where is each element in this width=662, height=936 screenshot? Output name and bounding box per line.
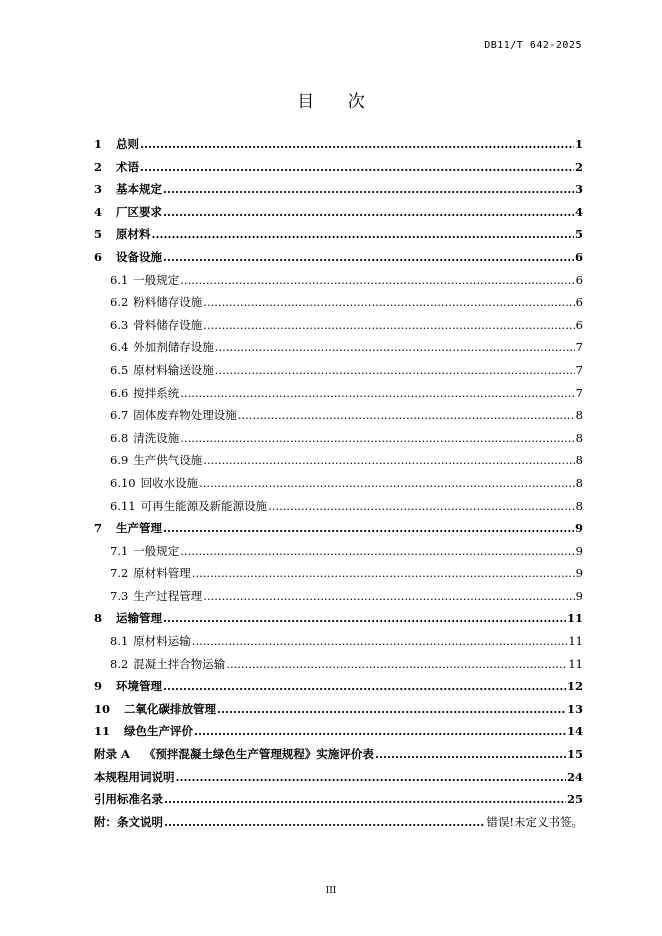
- toc-entry-page: 13: [566, 701, 583, 716]
- toc-entry-label: 设备设施: [116, 249, 162, 264]
- toc-entry-page: 25: [566, 792, 583, 807]
- dot-leader: [268, 495, 575, 518]
- toc-entry-label: 外加剂储存设施: [133, 340, 214, 355]
- toc-entry-page: 9: [575, 588, 583, 603]
- dot-leader: [215, 359, 575, 382]
- toc-entry-page: 6: [575, 295, 583, 310]
- dot-leader: [164, 811, 485, 834]
- dot-leader: [203, 449, 574, 472]
- toc-entry-page: 11: [568, 634, 583, 649]
- dot-leader: [238, 404, 575, 427]
- toc-entry-label: 生产管理: [116, 521, 162, 536]
- dot-leader: [140, 156, 574, 179]
- toc-entry-label: 骨料储存设施: [133, 317, 203, 332]
- toc-entry-page: 7: [575, 362, 583, 377]
- toc-entry-number: 8.2: [110, 656, 129, 671]
- dot-leader: [163, 178, 574, 201]
- toc-entry-label: 固体废弃物处理设施: [133, 408, 237, 423]
- toc-entry-number: 6.6: [110, 385, 129, 400]
- toc-entry-page: 7: [575, 385, 583, 400]
- toc-entry-number: 1: [94, 137, 103, 151]
- toc-entry-page: 12: [566, 679, 583, 694]
- dot-leader: [140, 133, 574, 156]
- toc-entry[interactable]: [94, 291, 583, 314]
- dot-leader: [199, 472, 575, 495]
- toc-entry-number: 6.10: [110, 475, 136, 490]
- toc-entry-label: 搅拌系统: [133, 385, 180, 400]
- toc-entry-page: 9: [575, 543, 583, 558]
- toc-entry-page: 6: [575, 317, 583, 332]
- toc-entry-label: 原材料: [116, 227, 151, 242]
- toc-entry[interactable]: [94, 156, 583, 179]
- toc-entry-number: 7.3: [110, 588, 129, 603]
- dot-leader: [192, 562, 575, 585]
- toc-entry-label: 原材料运输: [133, 634, 191, 649]
- toc-entry[interactable]: [94, 133, 583, 156]
- toc-entry-label: 清洗设施: [133, 430, 180, 445]
- toc-entry[interactable]: [94, 223, 583, 246]
- toc-entry-number: 11: [94, 724, 111, 739]
- toc-entry-label: 二氧化碳排放管理: [124, 701, 217, 716]
- toc-entry-label: 引用标准名录: [94, 792, 163, 807]
- table-of-contents: [94, 133, 583, 833]
- dot-leader: [163, 246, 574, 269]
- toc-entry-page: 24: [566, 769, 583, 784]
- toc-entry-page: 15: [566, 747, 583, 762]
- toc-entry[interactable]: [94, 698, 583, 721]
- toc-entry-page: 6: [574, 249, 583, 264]
- page-number: III: [325, 886, 337, 896]
- dot-leader: [163, 607, 566, 630]
- dot-leader: [152, 223, 574, 246]
- toc-entry[interactable]: [94, 449, 583, 472]
- dot-leader: [176, 766, 566, 789]
- toc-entry-number: 6.9: [110, 453, 129, 468]
- toc-entry[interactable]: [94, 540, 583, 563]
- toc-entry-page: 1: [574, 137, 583, 151]
- toc-entry-page: 8: [575, 475, 583, 490]
- dot-leader: [163, 675, 566, 698]
- toc-entry-label: 原材料输送设施: [133, 362, 214, 377]
- toc-entry-number: 6: [94, 249, 103, 264]
- toc-entry-label: 混凝土拌合物运输: [133, 656, 226, 671]
- toc-entry-label: 可再生能源及新能源设施: [140, 498, 268, 513]
- toc-entry[interactable]: [94, 495, 583, 518]
- toc-entry-label: 回收水设施: [140, 475, 199, 490]
- toc-entry[interactable]: [94, 427, 583, 450]
- toc-entry-page: 3: [574, 182, 583, 197]
- toc-entry-number: 9: [94, 679, 103, 694]
- document-code: DB11/T 642-2025: [484, 40, 582, 51]
- toc-entry-label: 《预拌混凝土绿色生产管理规程》实施评价表: [143, 747, 374, 762]
- toc-entry-label: 一般规定: [133, 272, 180, 287]
- toc-entry-number: 6.11: [110, 498, 136, 513]
- toc-entry[interactable]: [94, 359, 583, 382]
- toc-entry-number: 6.8: [110, 430, 129, 445]
- toc-entry-page: 5: [574, 227, 583, 242]
- toc-entry-label: 附：条文说明: [94, 814, 163, 829]
- dot-leader: [203, 585, 574, 608]
- toc-entry-number: 7.2: [110, 566, 129, 581]
- dot-leader: [180, 269, 574, 292]
- toc-entry-page: 8: [575, 408, 583, 423]
- toc-entry[interactable]: [94, 720, 583, 743]
- toc-entry-number: 7: [94, 521, 103, 536]
- toc-title: 目 次: [297, 92, 379, 112]
- toc-entry-label: 运输管理: [116, 611, 162, 626]
- toc-entry[interactable]: [94, 517, 583, 540]
- toc-entry-label: 厂区要求: [116, 204, 162, 219]
- toc-entry[interactable]: [94, 788, 583, 811]
- toc-entry[interactable]: [94, 562, 583, 585]
- toc-entry-number: 6.4: [110, 340, 129, 355]
- toc-entry-number: 6.2: [110, 295, 129, 310]
- toc-entry[interactable]: [94, 766, 583, 789]
- toc-entry[interactable]: [94, 382, 583, 405]
- dot-leader: [203, 314, 574, 337]
- toc-entry[interactable]: [94, 404, 583, 427]
- dot-leader: [163, 201, 574, 224]
- toc-entry-page: 4: [574, 204, 583, 219]
- toc-entry-label: 生产过程管理: [133, 588, 203, 603]
- toc-entry-page: 2: [574, 159, 583, 174]
- toc-entry[interactable]: [94, 630, 583, 653]
- toc-entry-label: 基本规定: [116, 182, 162, 197]
- toc-entry[interactable]: [94, 743, 583, 766]
- toc-entry[interactable]: [94, 269, 583, 292]
- toc-entry-number: 7.1: [110, 543, 129, 558]
- toc-entry-number: 3: [94, 182, 103, 197]
- toc-entry-label: 环境管理: [116, 679, 162, 694]
- toc-entry[interactable]: [94, 246, 583, 269]
- toc-entry-number: 10: [94, 701, 111, 716]
- toc-entry-label: 原材料管理: [133, 566, 191, 581]
- toc-entry-label: 总则: [116, 137, 139, 151]
- toc-entry-number: 6.1: [110, 272, 129, 287]
- toc-entry[interactable]: [94, 607, 583, 630]
- toc-entry[interactable]: [94, 314, 583, 337]
- toc-entry[interactable]: [94, 675, 583, 698]
- dot-leader: [203, 291, 574, 314]
- toc-entry-number: 6.3: [110, 317, 129, 332]
- toc-entry-number: 4: [94, 204, 103, 219]
- toc-entry-label: 粉料储存设施: [133, 295, 203, 310]
- toc-entry-number: 6.5: [110, 362, 129, 377]
- dot-leader: [194, 720, 566, 743]
- dot-leader: [163, 517, 574, 540]
- toc-entry-label: 术语: [116, 159, 139, 174]
- toc-entry-label: 一般规定: [133, 543, 180, 558]
- toc-entry-number: 6.7: [110, 408, 129, 423]
- toc-entry-page: 8: [575, 453, 583, 468]
- toc-entry-page: 8: [575, 498, 583, 513]
- toc-entry-page: 6: [575, 272, 583, 287]
- toc-entry-page: 11: [566, 611, 583, 626]
- dot-leader: [226, 653, 567, 676]
- toc-entry-page: 9: [575, 566, 583, 581]
- toc-entry-page: 8: [575, 430, 583, 445]
- toc-entry-label: 生产供气设施: [133, 453, 203, 468]
- dot-leader: [180, 427, 574, 450]
- toc-entry[interactable]: [94, 336, 583, 359]
- toc-entry[interactable]: [94, 585, 583, 608]
- dot-leader: [215, 336, 575, 359]
- toc-entry-page: 14: [566, 724, 583, 739]
- dot-leader: [192, 630, 568, 653]
- toc-entry-label: 本规程用词说明: [94, 769, 175, 784]
- toc-entry[interactable]: [94, 811, 583, 834]
- dot-leader: [164, 788, 566, 811]
- toc-entry[interactable]: [94, 472, 583, 495]
- toc-entry[interactable]: [94, 178, 583, 201]
- dot-leader: [217, 698, 566, 721]
- toc-entry-page: 11: [568, 656, 583, 671]
- toc-entry-page: 7: [575, 340, 583, 355]
- toc-entry-page: 错误!未定义书签。: [486, 814, 583, 829]
- toc-entry-number: 2: [94, 159, 103, 174]
- dot-leader: [180, 540, 574, 563]
- toc-entry[interactable]: [94, 653, 583, 676]
- dot-leader: [375, 743, 566, 766]
- toc-entry-number: 8.1: [110, 634, 129, 649]
- toc-entry-page: 9: [574, 521, 583, 536]
- toc-entry-number: 5: [94, 227, 103, 242]
- toc-entry-number: 8: [94, 611, 103, 626]
- dot-leader: [180, 382, 574, 405]
- toc-entry-number: 附录 A: [94, 747, 130, 762]
- toc-entry-label: 绿色生产评价: [124, 724, 194, 739]
- toc-entry[interactable]: [94, 201, 583, 224]
